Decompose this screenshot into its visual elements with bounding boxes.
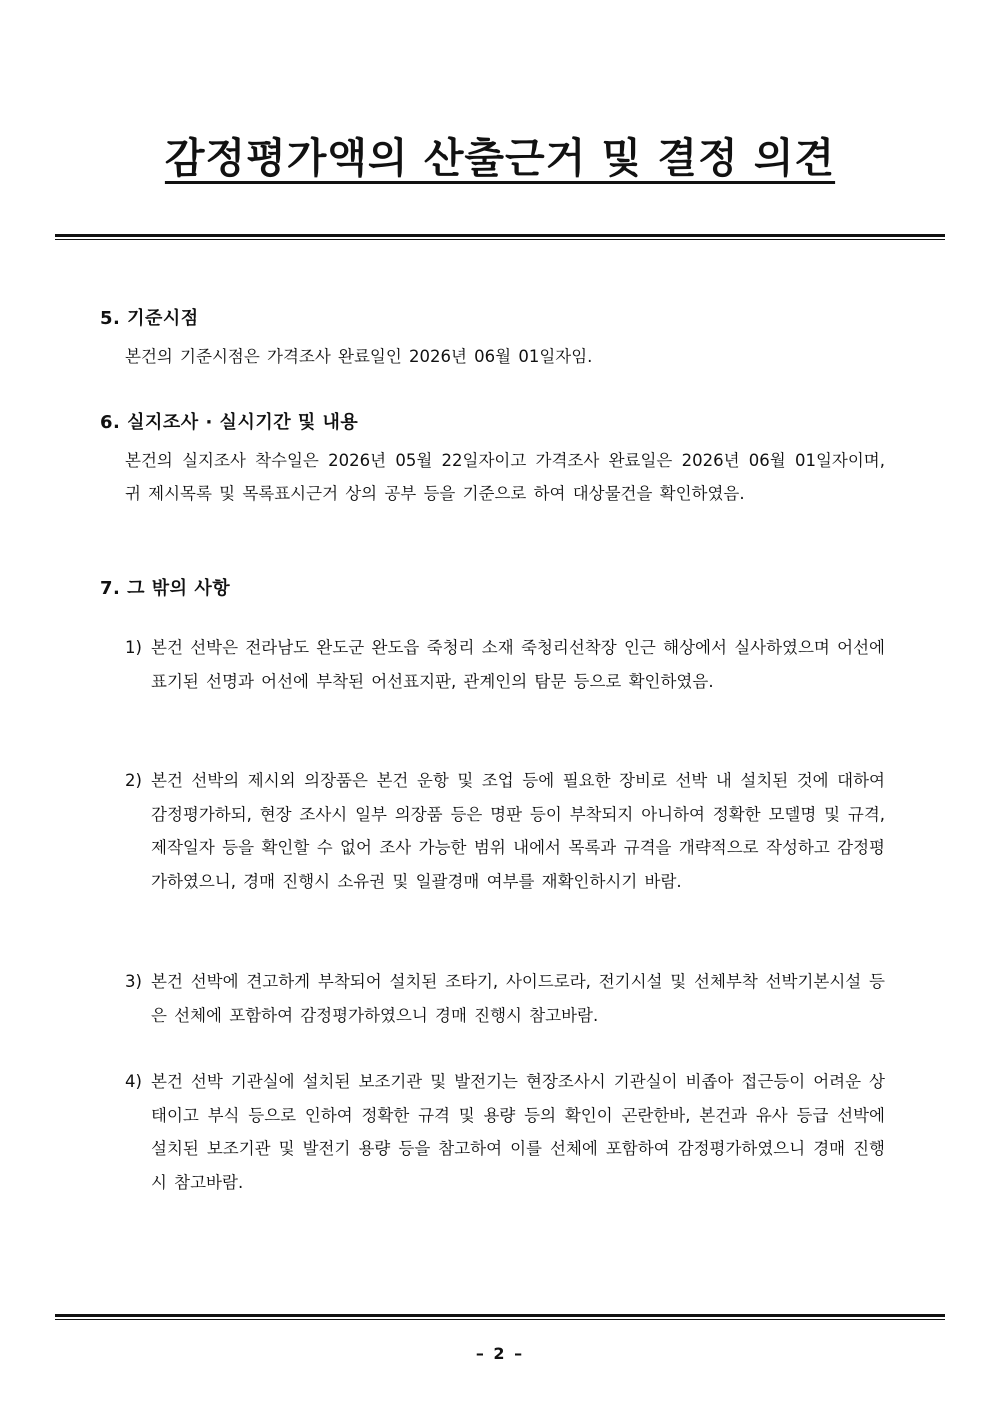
list-item-number: 4) bbox=[125, 1072, 142, 1091]
section-other-matters bbox=[100, 576, 885, 602]
section-reference-date bbox=[100, 306, 885, 373]
list-item-text: 본건 선박에 견고하게 부착되어 설치된 조타기, 사이드로라, 전기시설 및 선체부착 선박기본시설 등은 선체에 포함하여 감정평가하였으니 경매 진행시 참고바람. bbox=[151, 972, 885, 1025]
header-divider bbox=[55, 234, 945, 240]
footer-divider bbox=[55, 1314, 945, 1320]
section-heading: 5. 기준시점 bbox=[100, 308, 199, 329]
list-item-number: 2) bbox=[125, 771, 142, 790]
section-body: 본건의 실지조사 착수일은 2026년 05월 22일자이고 가격조사 완료일은 2026년 06월 01일자이며, 귀 제시목록 및 목록표시근거 상의 공부 등을 기준으로 하여 대상물건을 확인하였음. bbox=[125, 451, 885, 503]
page-number: – 2 – bbox=[475, 1344, 525, 1363]
list-item-number: 1) bbox=[125, 638, 142, 657]
section-field-survey bbox=[100, 410, 885, 510]
list-item-text: 본건 선박은 전라남도 완도군 완도읍 죽청리 소재 죽청리선착장 인근 해상에서 실사하였으며 어선에 표기된 선명과 어선에 부착된 어선표지판, 관계인의 탐문 등으로 확인하였음. bbox=[151, 638, 885, 691]
list-item-text: 본건 선박 기관실에 설치된 보조기관 및 발전기는 현장조사시 기관실이 비좁아 접근등이 어려운 상태이고 부식 등으로 인하여 정확한 규격 및 용량 등의 확인이 곤란한바, 본건과 유사 등급 선박에 설치된 보조기관 및 발전기 용량 등을 참고하여 이를 선체에 포함하여 감정평가하였으니 경매 진행시 참고바람. bbox=[151, 1072, 885, 1192]
page-title-text: 감정평가액의 산출근거 및 결정 의견 bbox=[164, 134, 836, 182]
section-body: 본건의 기준시점은 가격조사 완료일인 2026년 06월 01일자임. bbox=[125, 347, 593, 366]
section-heading: 6. 실지조사 · 실시기간 및 내용 bbox=[100, 412, 359, 433]
list-item bbox=[125, 764, 885, 898]
list-item-text: 본건 선박의 제시외 의장품은 본건 운항 및 조업 등에 필요한 장비로 선박 내 설치된 것에 대하여 감정평가하되, 현장 조사시 일부 의장품 등은 명판 등이 부착되지 아니하여 정확한 모델명 및 규격, 제작일자 등을 확인할 수 없어 조사 가능한 범위 내에서 목록과 규격을 개략적으로 작성하고 감정평가하였으니, 경매 진행시 소유권 및 일괄경매 여부를 재확인하시기 바람. bbox=[151, 771, 885, 891]
list-item bbox=[125, 965, 885, 1032]
list-item-number: 3) bbox=[125, 972, 142, 991]
page-title bbox=[0, 128, 1000, 188]
list-item bbox=[125, 631, 885, 698]
list-item bbox=[125, 1065, 885, 1199]
section-heading: 7. 그 밖의 사항 bbox=[100, 578, 231, 599]
